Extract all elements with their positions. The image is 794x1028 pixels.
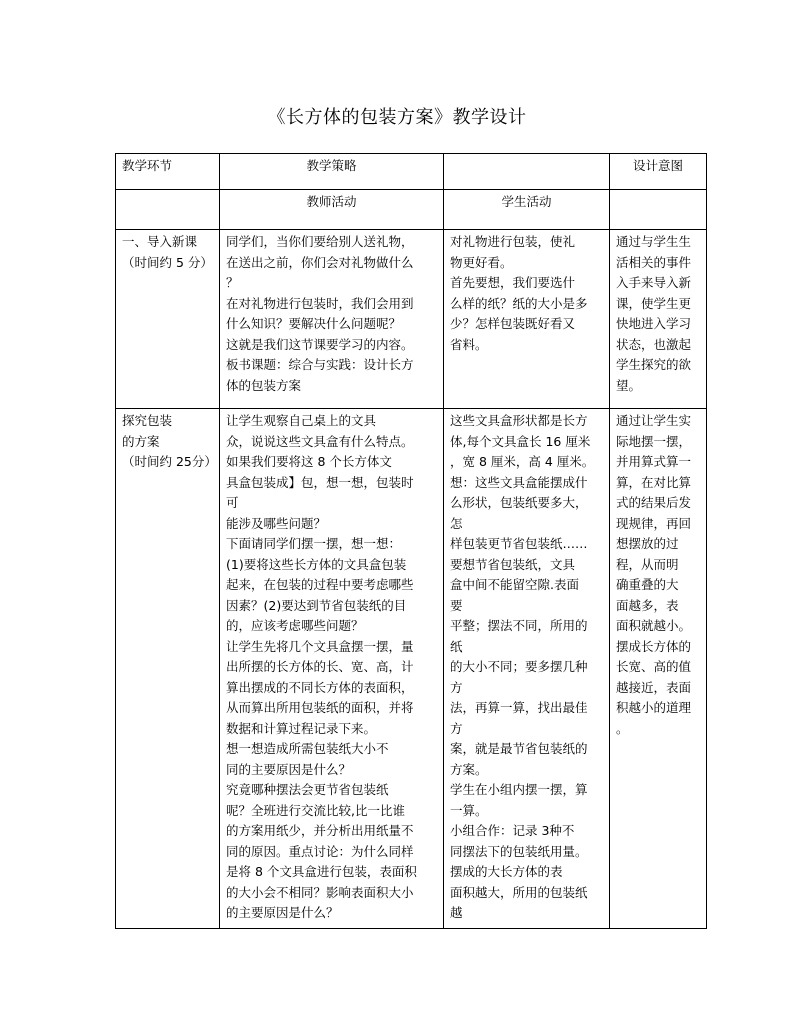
table-row bbox=[116, 409, 707, 929]
text-line: 平整；摆法不同，所用的 bbox=[450, 618, 588, 633]
teacher-activity-cell bbox=[220, 409, 444, 929]
text-line: 下面请同学们摆一摆，想一想： bbox=[226, 536, 402, 551]
design-intent-cell bbox=[610, 409, 707, 929]
header-intent: 设计意图 bbox=[610, 154, 707, 190]
text-line: 现规律，再回 bbox=[616, 515, 692, 531]
text-line: 众，说说这些文具盒有什么特点。 bbox=[226, 433, 414, 449]
text-line: 望。 bbox=[616, 377, 642, 393]
text-line: 如果我们要将这 8 个长方体文 bbox=[226, 454, 392, 469]
text-line: 体的包装方案 bbox=[226, 377, 302, 393]
header-teacher: 教师活动 bbox=[220, 190, 444, 230]
page-title: 《长方体的包装方案》教学设计 bbox=[267, 107, 527, 128]
teacher-activity-cell bbox=[220, 230, 444, 409]
header-student: 学生活动 bbox=[444, 190, 610, 230]
text-line: 小组合作：记录 3种不 bbox=[450, 823, 575, 838]
text-line: 是将 8 个文具盒进行包装，表面积 bbox=[226, 864, 417, 879]
text-line: 学生在小组内摆一摆，算 bbox=[450, 782, 588, 797]
text-line: 方案。 bbox=[450, 761, 488, 777]
text-line: 入手来导入新 bbox=[616, 275, 692, 290]
text-line: 积越小的道理 bbox=[616, 700, 692, 715]
text-line: 在送出之前，你们会对礼物做什么 bbox=[226, 254, 414, 270]
text-line: 的，应该考虑哪些问题？ bbox=[226, 618, 364, 633]
text-line: 通过与学生生 bbox=[616, 234, 692, 249]
text-line: 起来，在包装的过程中要考虑哪些 bbox=[226, 577, 414, 592]
text-line: 长宽、高的值 bbox=[616, 659, 692, 674]
text-line: 让学生观察自己桌上的文具 bbox=[226, 413, 377, 428]
text-line: 同学们，当你们要给别人送礼物， bbox=[226, 234, 414, 249]
text-line: 活相关的事件 bbox=[616, 254, 692, 270]
text-line: 并用算式算一 bbox=[616, 454, 692, 469]
text-line: 少？怎样包装既好看又 bbox=[450, 316, 576, 331]
text-line: 式的结果后发 bbox=[616, 495, 692, 510]
text-line: 什么知识？要解决什么问题呢？ bbox=[226, 316, 402, 331]
text-line: ，宽 8 厘米，高 4 厘米。 bbox=[450, 454, 595, 469]
text-line: 一、导入新课 bbox=[122, 234, 198, 249]
text-line: 这就是我们这节课要学习的内容。 bbox=[226, 336, 414, 352]
text-line: 可 bbox=[226, 495, 239, 510]
text-line: 么样的纸？纸的大小是多 bbox=[450, 295, 588, 311]
text-line: 这些文具盒形状都是长方 bbox=[450, 413, 588, 428]
text-line: 板书课题：综合与实践：设计长方 bbox=[226, 357, 414, 372]
text-line: ？ bbox=[226, 275, 239, 290]
header-phase: 教学环节 bbox=[116, 154, 220, 190]
table-row bbox=[116, 230, 707, 409]
text-line: 盒中间不能留空隙.表面 bbox=[450, 577, 579, 592]
text-line: 算出摆成的不同长方体的表面积， bbox=[226, 679, 414, 695]
table-header-row bbox=[116, 154, 707, 190]
text-line: (1)要将这些长方体的文具盒包装 bbox=[226, 556, 407, 572]
design-intent-cell bbox=[610, 230, 707, 409]
text-line: 呢？全班进行交流比较,比一比谁 bbox=[226, 802, 405, 818]
student-activity-cell bbox=[444, 230, 610, 409]
text-line: 越接近，表面 bbox=[616, 679, 692, 695]
text-line: 际地摆一摆， bbox=[616, 433, 692, 449]
text-line: 因素？(2)要达到节省包装纸的目 bbox=[226, 597, 407, 613]
text-line: 具盒包装成】包，想一想，包装时 bbox=[226, 474, 414, 490]
text-line: 的主要原因是什么？ bbox=[226, 905, 339, 920]
text-line: 面越多，表 bbox=[616, 597, 679, 613]
text-line: 从而算出所用包装纸的面积，并将 bbox=[226, 700, 414, 715]
text-line: 的大小不同；要多摆几种 bbox=[450, 659, 588, 674]
text-line: 究竟哪种摆法会更节省包装纸 bbox=[226, 782, 389, 797]
text-line: 怎 bbox=[450, 515, 463, 531]
text-line: 同摆法下的包装纸用量。 bbox=[450, 843, 588, 859]
text-line: 面积就越小。 bbox=[616, 618, 692, 633]
student-activity-cell bbox=[444, 409, 610, 929]
text-line: 方 bbox=[450, 720, 463, 736]
text-line: 探究包装 bbox=[122, 413, 173, 428]
text-line: 想：这些文具盒能摆成什 bbox=[450, 474, 588, 490]
text-line: 同的主要原因是什么？ bbox=[226, 761, 352, 777]
text-line: 想摆放的过 bbox=[616, 536, 679, 551]
text-line: 。 bbox=[616, 720, 629, 736]
text-line: （时间约 5 分） bbox=[122, 254, 213, 270]
text-line: 快地进入学习 bbox=[616, 316, 692, 331]
text-line: 案，就是最节省包装纸的 bbox=[450, 741, 588, 756]
text-line: 通过让学生实 bbox=[616, 413, 692, 428]
text-line: 首先要想，我们要选什 bbox=[450, 275, 576, 290]
header-empty bbox=[444, 154, 610, 190]
text-line: 状态，也激起 bbox=[616, 336, 692, 352]
text-line: 数据和计算过程记录下来。 bbox=[226, 720, 377, 736]
text-line: 法，再算一算，找出最佳 bbox=[450, 700, 588, 715]
text-line: 的大小会不相同？影响表面积大小 bbox=[226, 884, 414, 900]
text-line: 一算。 bbox=[450, 802, 488, 818]
text-line: 方 bbox=[450, 679, 463, 695]
text-line: 么形状，包装纸要多大， bbox=[450, 495, 588, 510]
text-line: 想一想造成所需包装纸大小不 bbox=[226, 741, 389, 756]
text-line: 摆成的大长方体的表 bbox=[450, 864, 563, 879]
text-line: 越 bbox=[450, 905, 463, 920]
lesson-plan-table bbox=[115, 153, 707, 929]
text-line: 出所摆的长方体的长、宽、高，计 bbox=[226, 659, 414, 674]
text-line: 物更好看。 bbox=[450, 254, 513, 270]
text-line: 纸 bbox=[450, 638, 463, 654]
table-subheader-row bbox=[116, 190, 707, 230]
phase-cell bbox=[116, 409, 220, 929]
text-line: 要想节省包装纸，文具 bbox=[450, 556, 576, 572]
text-line: 同的原因。重点讨论：为什么同样 bbox=[226, 843, 414, 859]
text-line: （时间约 25分） bbox=[122, 454, 217, 469]
text-line: 能涉及哪些问题？ bbox=[226, 515, 327, 531]
text-line: 课，使学生更 bbox=[616, 295, 692, 311]
text-line: 程，从而明 bbox=[616, 556, 679, 572]
text-line: 的方案 bbox=[122, 433, 160, 449]
phase-cell bbox=[116, 230, 220, 409]
text-line: 体,每个文具盒长 16 厘米 bbox=[450, 433, 591, 449]
text-line: 算，在对比算 bbox=[616, 474, 692, 490]
text-line: 让学生先将几个文具盒摆一摆，量 bbox=[226, 638, 414, 654]
text-line: 的方案用纸少，并分析出用纸量不 bbox=[226, 823, 414, 838]
text-line: 学生探究的欲 bbox=[616, 357, 692, 372]
text-line: 省料。 bbox=[450, 336, 488, 352]
subheader-empty-left bbox=[116, 190, 220, 230]
text-line: 要 bbox=[450, 597, 463, 613]
header-strategy: 教学策略 bbox=[220, 154, 444, 190]
subheader-empty-right bbox=[610, 190, 707, 230]
text-line: 在对礼物进行包装时，我们会用到 bbox=[226, 295, 414, 311]
text-line: 面积越大，所用的包装纸 bbox=[450, 884, 588, 900]
text-line: 摆成长方体的 bbox=[616, 638, 692, 654]
text-line: 确重叠的大 bbox=[616, 577, 679, 592]
text-line: 对礼物进行包装，使礼 bbox=[450, 234, 576, 249]
text-line: 样包装更节省包装纸…… bbox=[450, 536, 588, 551]
